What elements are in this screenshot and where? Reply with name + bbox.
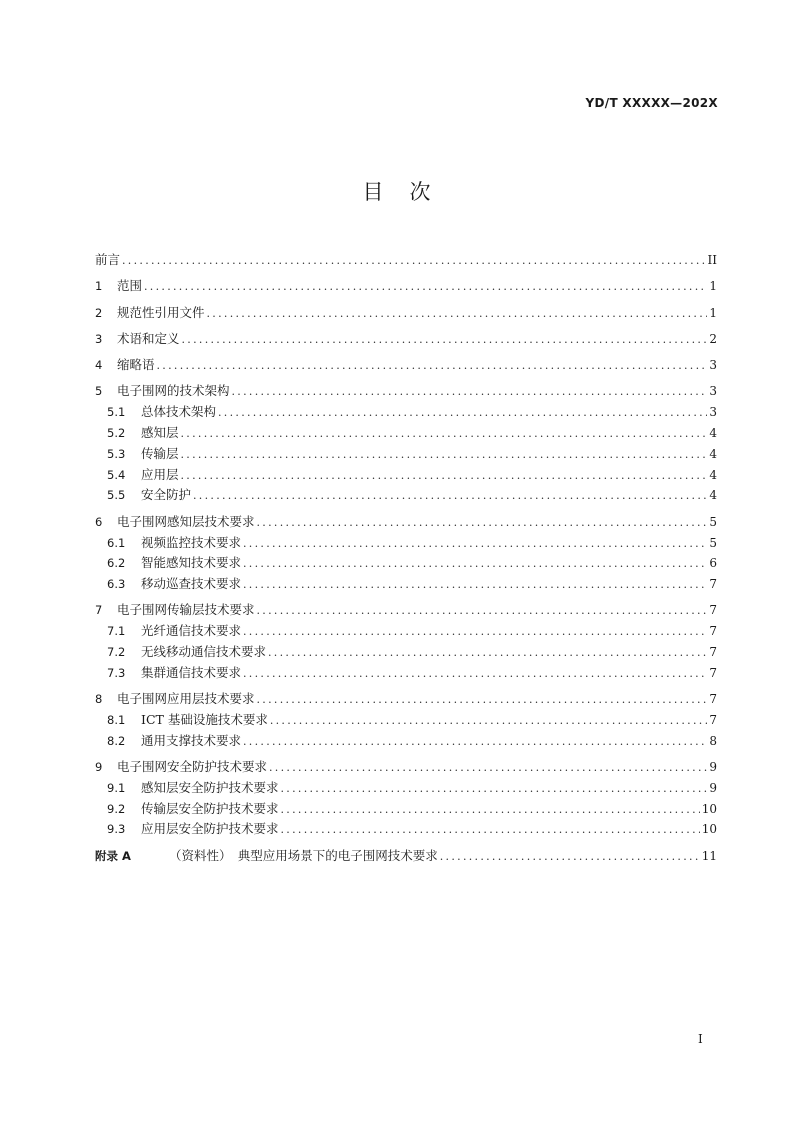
toc-entry[interactable] [95, 355, 717, 376]
toc-label: 应用层 [141, 466, 179, 482]
toc-label: 移动巡查技术要求 [141, 576, 242, 592]
toc-number: 9.3 [107, 822, 126, 837]
toc-page: 7 [709, 577, 717, 592]
toc-page: 5 [709, 535, 717, 550]
toc-number: 3 [95, 331, 103, 346]
toc-entry[interactable] [95, 250, 717, 271]
toc-page: 7 [709, 712, 717, 727]
toc-number: 1 [95, 279, 103, 294]
toc-page: 7 [709, 692, 717, 707]
toc-page: 1 [709, 305, 717, 320]
toc-label: 术语和定义 [117, 330, 180, 346]
toc-number: 8 [95, 692, 103, 707]
toc-page: 8 [709, 733, 717, 748]
toc-label: 前言 [95, 252, 121, 267]
toc-leader [182, 333, 708, 346]
toc-entry-appendix[interactable] [95, 846, 717, 867]
toc-number: 2 [95, 305, 103, 320]
toc-label: 总体技术架构 [141, 404, 217, 420]
toc-number: 9.2 [107, 801, 126, 816]
toc-leader [157, 359, 708, 372]
toc-leader [243, 557, 707, 570]
toc-entry[interactable] [95, 276, 717, 297]
toc-number: 9 [95, 760, 103, 775]
toc-label: 传输层 [141, 445, 179, 461]
toc-label: 电子围网应用层技术要求 [117, 691, 255, 707]
toc-leader [281, 782, 708, 795]
toc-label: 感知层安全防护技术要求 [141, 779, 279, 795]
toc-leader [243, 578, 707, 591]
table-of-contents [95, 250, 717, 867]
toc-leader [193, 489, 707, 502]
toc-entry[interactable] [95, 553, 717, 574]
toc-entry[interactable] [95, 819, 717, 840]
toc-page: 11 [701, 848, 717, 863]
toc-page: 7 [709, 645, 717, 660]
toc-label: 电子围网的技术架构 [117, 383, 230, 399]
toc-number: 5 [95, 384, 103, 399]
toc-page: 2 [709, 331, 717, 346]
toc-label: 集群通信技术要求 [141, 664, 242, 680]
toc-page: 5 [709, 514, 717, 529]
toc-number: 8.2 [107, 733, 126, 748]
toc-page: 1 [709, 279, 717, 294]
toc-leader [243, 735, 707, 748]
toc-page: 4 [709, 426, 717, 441]
toc-page: 6 [709, 556, 717, 571]
toc-label: 范围 [117, 278, 143, 294]
toc-entry[interactable] [95, 621, 717, 642]
toc-page: 9 [709, 760, 717, 775]
toc-leader [270, 714, 708, 727]
toc-label: 通用支撑技术要求 [141, 732, 242, 748]
toc-entry[interactable] [95, 512, 717, 533]
toc-label: ICT 基础设施技术要求 [141, 711, 268, 727]
toc-leader [243, 537, 707, 550]
toc-leader [257, 604, 708, 617]
toc-leader [181, 469, 708, 482]
toc-page: 7 [709, 665, 717, 680]
toc-leader [440, 850, 700, 863]
toc-number: 5.2 [107, 426, 126, 441]
toc-page: 7 [709, 603, 717, 618]
toc-number: 7.2 [107, 645, 126, 660]
toc-leader [207, 307, 708, 320]
toc-entry[interactable] [95, 465, 717, 486]
toc-entry[interactable] [95, 663, 717, 684]
toc-page: 4 [709, 488, 717, 503]
toc-entry[interactable] [95, 574, 717, 595]
toc-number: 6 [95, 514, 103, 529]
toc-label: 电子围网传输层技术要求 [117, 602, 255, 618]
toc-leader [281, 803, 700, 816]
toc-entry[interactable] [95, 757, 717, 778]
toc-label: 无线移动通信技术要求 [141, 644, 267, 660]
toc-label: （资料性） 典型应用场景下的电子围网技术要求 [169, 847, 438, 863]
toc-leader [257, 516, 708, 529]
page-number: I [698, 1032, 703, 1046]
toc-entry[interactable] [95, 381, 717, 402]
toc-number: 5.3 [107, 446, 126, 461]
toc-entry[interactable] [95, 423, 717, 444]
toc-leader [281, 823, 700, 836]
toc-page: 7 [709, 624, 717, 639]
toc-number: 7.1 [107, 624, 126, 639]
toc-entry[interactable] [95, 600, 717, 621]
document-code: YD/T XXXXX—202X [585, 96, 718, 110]
toc-label: 电子围网安全防护技术要求 [117, 759, 268, 775]
toc-entry[interactable] [95, 731, 717, 752]
toc-label: 智能感知技术要求 [141, 555, 242, 571]
toc-leader [218, 406, 707, 419]
toc-label: 光纤通信技术要求 [141, 623, 242, 639]
toc-leader [257, 693, 708, 706]
toc-number: 6.2 [107, 556, 126, 571]
toc-label: 应用层安全防护技术要求 [141, 821, 279, 837]
toc-entry[interactable] [95, 444, 717, 465]
toc-page: 9 [709, 780, 717, 795]
toc-leader [269, 761, 707, 774]
toc-page: 4 [709, 446, 717, 461]
toc-page: II [707, 253, 717, 267]
toc-entry[interactable] [95, 689, 717, 710]
page-title [0, 176, 793, 206]
toc-number: 5.5 [107, 488, 126, 503]
toc-leader [122, 254, 706, 267]
title-char-2: 次 [409, 180, 431, 204]
toc-number: 9.1 [107, 780, 126, 795]
toc-entry[interactable] [95, 778, 717, 799]
toc-leader [268, 646, 707, 659]
toc-number: 附录 A [95, 848, 131, 863]
toc-number: 6.3 [107, 577, 126, 592]
toc-page: 3 [709, 384, 717, 399]
toc-number: 5.1 [107, 405, 126, 420]
toc-label: 视频监控技术要求 [141, 534, 242, 550]
toc-leader [232, 385, 708, 398]
toc-label: 感知层 [141, 425, 179, 441]
toc-label: 传输层安全防护技术要求 [141, 800, 279, 816]
toc-entry[interactable] [95, 799, 717, 820]
toc-leader [181, 448, 708, 461]
toc-page: 3 [709, 358, 717, 373]
toc-leader [181, 427, 708, 440]
toc-entry[interactable] [95, 533, 717, 554]
toc-leader [144, 280, 707, 293]
toc-page: 4 [709, 467, 717, 482]
toc-entry[interactable] [95, 485, 717, 506]
toc-page: 10 [701, 822, 717, 837]
toc-number: 8.1 [107, 712, 126, 727]
toc-page: 10 [701, 801, 717, 816]
toc-leader [243, 667, 707, 680]
toc-label: 电子围网感知层技术要求 [117, 513, 255, 529]
toc-number: 5.4 [107, 467, 126, 482]
toc-entry[interactable] [95, 642, 717, 663]
toc-label: 安全防护 [141, 487, 192, 503]
toc-page: 3 [709, 405, 717, 420]
toc-number: 4 [95, 358, 103, 373]
toc-entry[interactable] [95, 402, 717, 423]
toc-leader [243, 625, 707, 638]
title-char-1: 目 [362, 180, 384, 204]
toc-entry[interactable] [95, 710, 717, 731]
toc-label: 缩略语 [117, 357, 155, 373]
toc-number: 7.3 [107, 665, 126, 680]
toc-number: 6.1 [107, 535, 126, 550]
toc-entry[interactable] [95, 329, 717, 350]
toc-entry[interactable] [95, 303, 717, 324]
toc-label: 规范性引用文件 [117, 304, 205, 320]
toc-number: 7 [95, 603, 103, 618]
